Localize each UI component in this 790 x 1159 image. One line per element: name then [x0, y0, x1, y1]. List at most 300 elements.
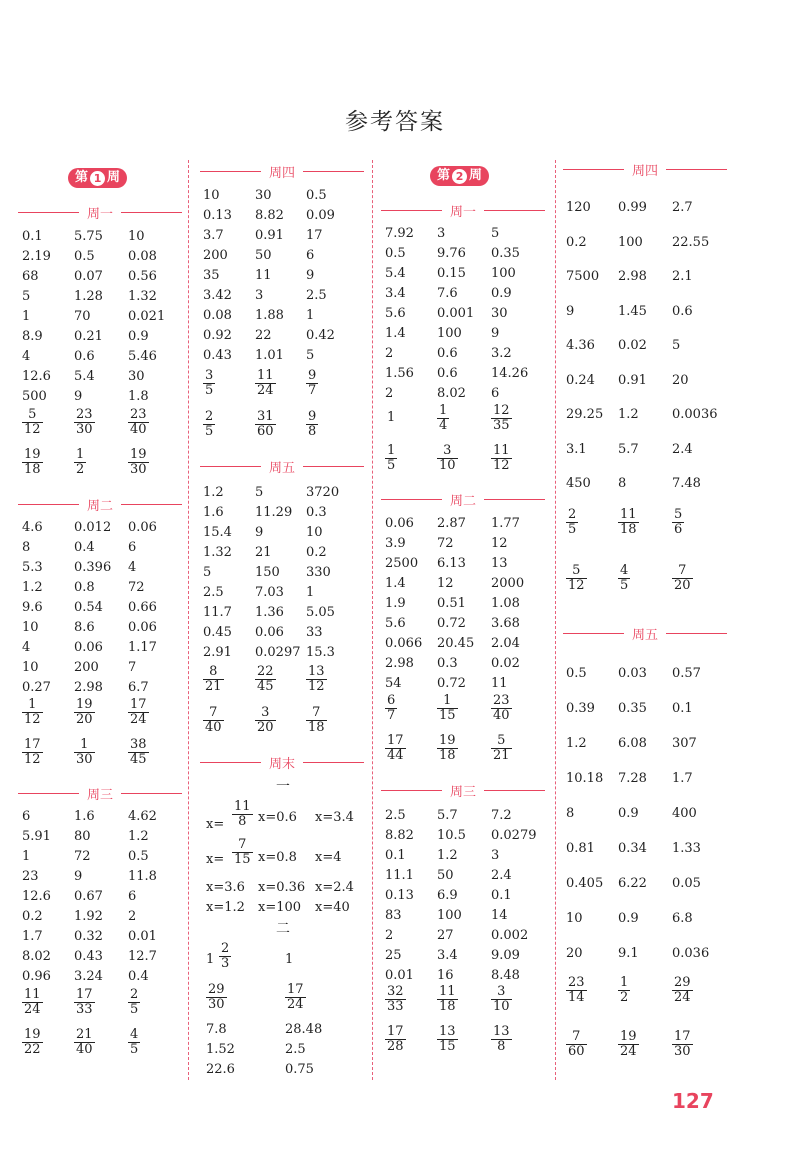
answer-value: 0.09 [306, 208, 335, 223]
answer-value: 0.08 [203, 308, 232, 323]
answer-row [22, 847, 192, 867]
fraction-numerator: 5 [28, 407, 37, 422]
fraction-numerator: 21 [76, 1027, 93, 1042]
answer-value: 0.75 [285, 1062, 314, 1077]
fraction-denominator: 60 [257, 424, 274, 439]
answer-row [22, 967, 192, 987]
answer-value: 4 [22, 640, 31, 655]
fraction-numerator: 9 [308, 409, 317, 424]
section-header-label: 周五 [269, 460, 296, 476]
answer-value: 33 [306, 625, 323, 640]
answer-value: 1 [306, 308, 315, 323]
week-badge [68, 168, 127, 188]
answer-value: 10.18 [566, 771, 604, 786]
fraction [22, 698, 43, 727]
answer-value: 7.8 [206, 1022, 227, 1037]
answer-row [566, 804, 736, 824]
answer-value: 17 [306, 228, 323, 243]
fraction-denominator: 2 [76, 462, 85, 477]
answer-value: 0.5 [306, 188, 327, 203]
equation: x=0.8 [258, 850, 297, 865]
answer-value: 1.7 [22, 929, 43, 944]
section-header [18, 785, 182, 801]
answer-value: 0.1 [491, 888, 512, 903]
fraction-numerator: 2 [130, 987, 139, 1002]
answer-row [203, 266, 373, 286]
fraction-denominator: 7 [308, 383, 317, 398]
answer-value: 0.07 [74, 269, 103, 284]
answer-value: 0.21 [74, 329, 103, 344]
fraction-denominator: 4 [439, 418, 448, 433]
answer-row [385, 244, 555, 264]
fraction [74, 408, 95, 437]
fraction-denominator: 12 [24, 752, 41, 767]
answer-value: 9.1 [618, 946, 639, 961]
section-header-label: 周四 [269, 165, 296, 181]
answer-value: 2.98 [385, 656, 414, 671]
fraction [385, 444, 397, 473]
fraction [128, 698, 149, 727]
fraction [672, 976, 693, 1005]
answer-value: 9 [74, 869, 83, 884]
answer-row [203, 583, 373, 603]
fraction [128, 988, 140, 1017]
fraction-numerator: 2 [568, 507, 577, 522]
answer-row [385, 534, 555, 554]
answer-row [566, 302, 736, 322]
fraction-denominator: 12 [568, 578, 585, 593]
fraction-denominator: 30 [208, 997, 225, 1012]
answer-value: 1.6 [74, 809, 95, 824]
answer-value: 9 [491, 326, 500, 341]
week-badge-suffix: 周 [107, 170, 121, 185]
fraction-numerator: 9 [308, 368, 317, 383]
fraction-numerator: 1 [443, 693, 452, 708]
section-header-label: 周五 [632, 627, 659, 643]
answer-value: 0.8 [74, 580, 95, 595]
answer-value: 8.9 [22, 329, 43, 344]
fraction [385, 1025, 406, 1054]
answer-value: 2 [385, 928, 394, 943]
fraction-numerator: 17 [387, 733, 404, 748]
answer-value: 0.08 [128, 249, 157, 264]
answer-value: 3.68 [491, 616, 520, 631]
answer-value: 6 [306, 248, 315, 263]
fraction-numerator: 3 [497, 984, 506, 999]
section-header [563, 161, 727, 177]
answer-row [203, 563, 373, 583]
answer-value: 6.08 [618, 736, 647, 751]
answer-value: 1.7 [672, 771, 693, 786]
answer-value: 0.06 [255, 625, 284, 640]
answer-value: 1.92 [74, 909, 103, 924]
answer-row [385, 946, 555, 966]
answer-value: 2.5 [385, 808, 406, 823]
fraction-denominator: 18 [308, 720, 325, 735]
answer-value: 6.7 [128, 680, 149, 695]
section-header-label: 周二 [450, 493, 477, 509]
fraction [255, 369, 276, 398]
answer-value: 0.1 [22, 229, 43, 244]
answer-value: 72 [128, 580, 145, 595]
fraction-numerator: 1 [76, 447, 85, 462]
answer-value: 0.02 [618, 338, 647, 353]
answer-value: 0.001 [437, 306, 475, 321]
fraction-denominator: 24 [620, 1044, 637, 1059]
answer-row [203, 246, 373, 266]
answer-value: 400 [672, 806, 697, 821]
answer-value: 10 [203, 188, 220, 203]
answer-value: 0.51 [437, 596, 466, 611]
answer-value: 72 [74, 849, 91, 864]
answer-value: 2.4 [672, 441, 693, 457]
answer-value: 200 [203, 248, 228, 263]
fraction [219, 942, 231, 971]
answer-value: 15.4 [203, 525, 232, 540]
fraction-denominator: 40 [493, 708, 510, 723]
answer-value: 16 [437, 968, 454, 983]
answer-value: 5 [306, 348, 315, 363]
answer-value: 0.91 [255, 228, 284, 243]
fraction-denominator: 30 [130, 462, 147, 477]
answer-row [385, 826, 555, 846]
answer-row [385, 574, 555, 594]
answer-row [22, 327, 192, 347]
fraction-denominator: 40 [130, 422, 147, 437]
answer-value: 0.1 [672, 701, 693, 716]
answer-row [385, 284, 555, 304]
answer-value: 1.2 [437, 848, 458, 863]
answer-value: 0.99 [618, 200, 647, 215]
answer-value: 1.77 [491, 516, 520, 531]
answer-value: 29.25 [566, 407, 604, 422]
answer-value: 7 [128, 660, 137, 675]
answer-row [385, 344, 555, 364]
fraction-denominator: 45 [130, 752, 147, 767]
fraction-denominator: 24 [257, 383, 274, 398]
answer-value: 1 [22, 309, 31, 324]
answer-value: 1 [22, 849, 31, 864]
answer-value: 1.28 [74, 289, 103, 304]
answer-value: 0.036 [672, 946, 710, 961]
answer-value: 7500 [566, 269, 600, 284]
answer-value: 22 [255, 328, 272, 343]
answer-row [566, 664, 736, 684]
answer-value: 6.22 [618, 876, 647, 891]
answer-value: 5.4 [385, 266, 406, 281]
answer-row [203, 306, 373, 326]
answer-value: 1.32 [128, 289, 157, 304]
answer-value: 15.3 [306, 645, 335, 660]
answer-row [22, 307, 192, 327]
answer-value: 27 [437, 928, 454, 943]
fraction-denominator: 12 [24, 422, 41, 437]
fraction [437, 694, 458, 723]
answer-value: 7.28 [618, 771, 647, 786]
answer-value: 3.7 [203, 228, 224, 243]
answer-value: 0.012 [74, 520, 112, 535]
answer-row [566, 699, 736, 719]
answer-value: 2.7 [672, 200, 693, 215]
fraction [566, 564, 587, 593]
answer-value: 6.9 [437, 888, 458, 903]
fraction [672, 508, 684, 537]
answer-value: 9 [74, 389, 83, 404]
answer-value: 0.02 [491, 656, 520, 671]
answer-value: 2.1 [672, 269, 693, 284]
equation: x=40 [315, 900, 350, 915]
answer-value: 2.91 [203, 645, 232, 660]
answer-value: 7.6 [437, 286, 458, 301]
fraction [74, 1028, 95, 1057]
answer-value: 0.002 [491, 928, 529, 943]
answer-value: 0.6 [74, 349, 95, 364]
fraction [285, 983, 306, 1012]
answer-value: 11.8 [128, 869, 157, 884]
answer-row [385, 594, 555, 614]
answer-value: 10 [22, 620, 39, 635]
answer-row [22, 558, 192, 578]
fraction [385, 411, 397, 425]
fraction-denominator: 5 [568, 522, 577, 537]
equation: x=2.4 [315, 880, 354, 895]
answer-value: 0.396 [74, 560, 112, 575]
fraction-denominator: 18 [620, 522, 637, 537]
fraction-numerator: 19 [76, 697, 93, 712]
answer-value: 0.1 [385, 848, 406, 863]
fraction-numerator: 6 [387, 693, 396, 708]
answer-row [203, 503, 373, 523]
answer-value: 0.01 [385, 968, 414, 983]
fraction-denominator: 30 [76, 422, 93, 437]
fraction-numerator: 1 [80, 737, 89, 752]
answer-row [566, 734, 736, 754]
answer-value: 2 [385, 346, 394, 361]
answer-row [22, 578, 192, 598]
fraction [566, 976, 587, 1005]
fraction-denominator: 20 [674, 578, 691, 593]
answer-value: 2.5 [203, 585, 224, 600]
section-header [381, 782, 545, 798]
fraction [437, 1025, 458, 1054]
answer-value: 0.72 [437, 676, 466, 691]
answer-value: 5 [672, 338, 681, 353]
answer-value: 1.52 [206, 1042, 235, 1057]
answer-value: 0.4 [128, 969, 149, 984]
answer-row [385, 966, 555, 986]
fraction-denominator: 24 [287, 997, 304, 1012]
answer-value: 1.56 [385, 366, 414, 381]
fraction [128, 738, 149, 767]
fraction [618, 1030, 639, 1059]
fraction [203, 410, 215, 439]
fraction-numerator: 17 [130, 697, 147, 712]
fraction-denominator: 3 [221, 956, 230, 971]
fraction [22, 448, 43, 477]
fraction [128, 1028, 140, 1057]
answer-value: 2.5 [285, 1042, 306, 1057]
answer-row [203, 483, 373, 503]
fraction-numerator: 3 [261, 705, 270, 720]
fraction-numerator: 4 [130, 1027, 139, 1042]
answer-value: 7.48 [672, 476, 701, 491]
answer-value: 0.6 [437, 346, 458, 361]
answer-value: 5.91 [22, 829, 51, 844]
fraction-denominator: 20 [257, 720, 274, 735]
answer-row [22, 367, 192, 387]
fraction-numerator: 22 [257, 664, 274, 679]
answer-value: 30 [491, 306, 508, 321]
answer-value: 70 [74, 309, 91, 324]
answer-row [203, 346, 373, 366]
answer-value: 6 [22, 809, 31, 824]
fraction-numerator: 11 [493, 443, 510, 458]
week-badge-prefix: 第 [75, 170, 89, 185]
answer-row [22, 658, 192, 678]
fraction [203, 665, 224, 694]
part-label: 二 [276, 921, 290, 937]
fraction-denominator: 28 [387, 1039, 404, 1054]
section-header-label: 周三 [87, 787, 114, 803]
fraction-denominator: 24 [24, 1002, 41, 1017]
answer-value: 23 [22, 869, 39, 884]
fraction [306, 665, 327, 694]
answer-value: 2.98 [74, 680, 103, 695]
fraction-numerator: 1 [387, 443, 396, 458]
fraction-numerator: 11 [234, 799, 251, 814]
answer-value: 50 [437, 868, 454, 883]
answer-row [203, 226, 373, 246]
equation-prefix: x= [206, 817, 225, 832]
equation: x=0.6 [258, 810, 297, 825]
answer-value: 2.4 [491, 868, 512, 883]
answer-value: 5.05 [306, 605, 335, 620]
fraction-numerator: 5 [572, 563, 581, 578]
answer-value: 0.6 [437, 366, 458, 381]
answer-value: 1.9 [385, 596, 406, 611]
answer-row [385, 846, 555, 866]
fraction-denominator: 21 [493, 748, 510, 763]
answer-value: 0.92 [203, 328, 232, 343]
fraction [385, 694, 397, 723]
fraction-denominator: 5 [130, 1002, 139, 1017]
answer-value: 0.27 [22, 680, 51, 695]
section-header [18, 204, 182, 220]
answer-row [203, 523, 373, 543]
answer-value: 10 [22, 660, 39, 675]
fraction-denominator: 18 [24, 462, 41, 477]
answer-value: 100 [618, 234, 643, 250]
fraction [74, 988, 95, 1017]
answer-value: 14 [491, 908, 508, 923]
answer-value: 13 [491, 556, 508, 571]
answer-value: 20 [672, 372, 689, 388]
answer-row [22, 598, 192, 618]
answer-row [566, 909, 736, 929]
answer-value: 0.43 [203, 348, 232, 363]
answer-value: 500 [22, 389, 47, 404]
fraction-denominator: 24 [674, 990, 691, 1005]
answer-row [22, 387, 192, 407]
fraction-numerator: 31 [257, 409, 274, 424]
answer-row [385, 304, 555, 324]
answer-value: 25 [385, 948, 402, 963]
fraction-numerator: 5 [497, 733, 506, 748]
fraction-numerator: 13 [308, 664, 325, 679]
equation: x=0.36 [258, 880, 306, 895]
answer-value: 1.32 [203, 545, 232, 560]
fraction-numerator: 1 [620, 975, 629, 990]
fraction-denominator: 15 [439, 708, 456, 723]
fraction-numerator: 19 [24, 1027, 41, 1042]
answer-row [566, 769, 736, 789]
fraction-numerator: 1 [28, 697, 37, 712]
fraction [437, 404, 449, 433]
answer-value: 8.82 [255, 208, 284, 223]
answer-value: 8.48 [491, 968, 520, 983]
fraction [306, 369, 318, 398]
answer-value: 2 [128, 909, 137, 924]
answer-value: 4.36 [566, 338, 595, 353]
answer-row [385, 654, 555, 674]
equation: x=4 [315, 850, 342, 865]
answer-value: 120 [566, 200, 591, 215]
answer-value: 2500 [385, 556, 419, 571]
answer-value: 7.92 [385, 226, 414, 241]
answer-value: 2.98 [618, 269, 647, 284]
answer-row [385, 264, 555, 284]
answer-value: 54 [385, 676, 402, 691]
answer-value: 0.35 [618, 701, 647, 716]
answer-row [385, 554, 555, 574]
fraction-denominator: 8 [497, 1039, 506, 1054]
answer-value: 6.8 [672, 911, 693, 926]
answer-value: 14.26 [491, 366, 529, 381]
fraction-denominator: 21 [205, 679, 222, 694]
answer-value: 4 [128, 560, 137, 575]
fraction [672, 1030, 693, 1059]
answer-value: 1.2 [128, 829, 149, 844]
fraction-denominator: 15 [439, 1039, 456, 1054]
answer-value: 0.32 [74, 929, 103, 944]
answer-value: 0.5 [566, 666, 587, 681]
answer-value: 5.6 [385, 306, 406, 321]
answer-row [385, 806, 555, 826]
fraction [74, 698, 95, 727]
answer-row [385, 614, 555, 634]
answer-value: 100 [437, 326, 462, 341]
week-badge-prefix: 第 [437, 168, 451, 183]
answer-row [566, 874, 736, 894]
fraction-denominator: 45 [257, 679, 274, 694]
fraction-denominator: 12 [24, 712, 41, 727]
fraction-denominator: 8 [238, 814, 247, 829]
fraction-denominator: 7 [387, 708, 396, 723]
fraction-numerator: 17 [287, 982, 304, 997]
fraction [491, 734, 512, 763]
answer-value: 30 [255, 188, 272, 203]
answer-row [566, 944, 736, 964]
answer-value: 21 [255, 545, 272, 560]
answer-value: 0.3 [306, 505, 327, 520]
answer-value: 3 [255, 288, 264, 303]
answer-row [566, 371, 736, 391]
fraction-numerator: 4 [620, 563, 629, 578]
section-header [200, 163, 364, 179]
answer-value: 0.3 [437, 656, 458, 671]
answer-value: 10 [566, 911, 583, 926]
answer-value: 3720 [306, 485, 340, 500]
